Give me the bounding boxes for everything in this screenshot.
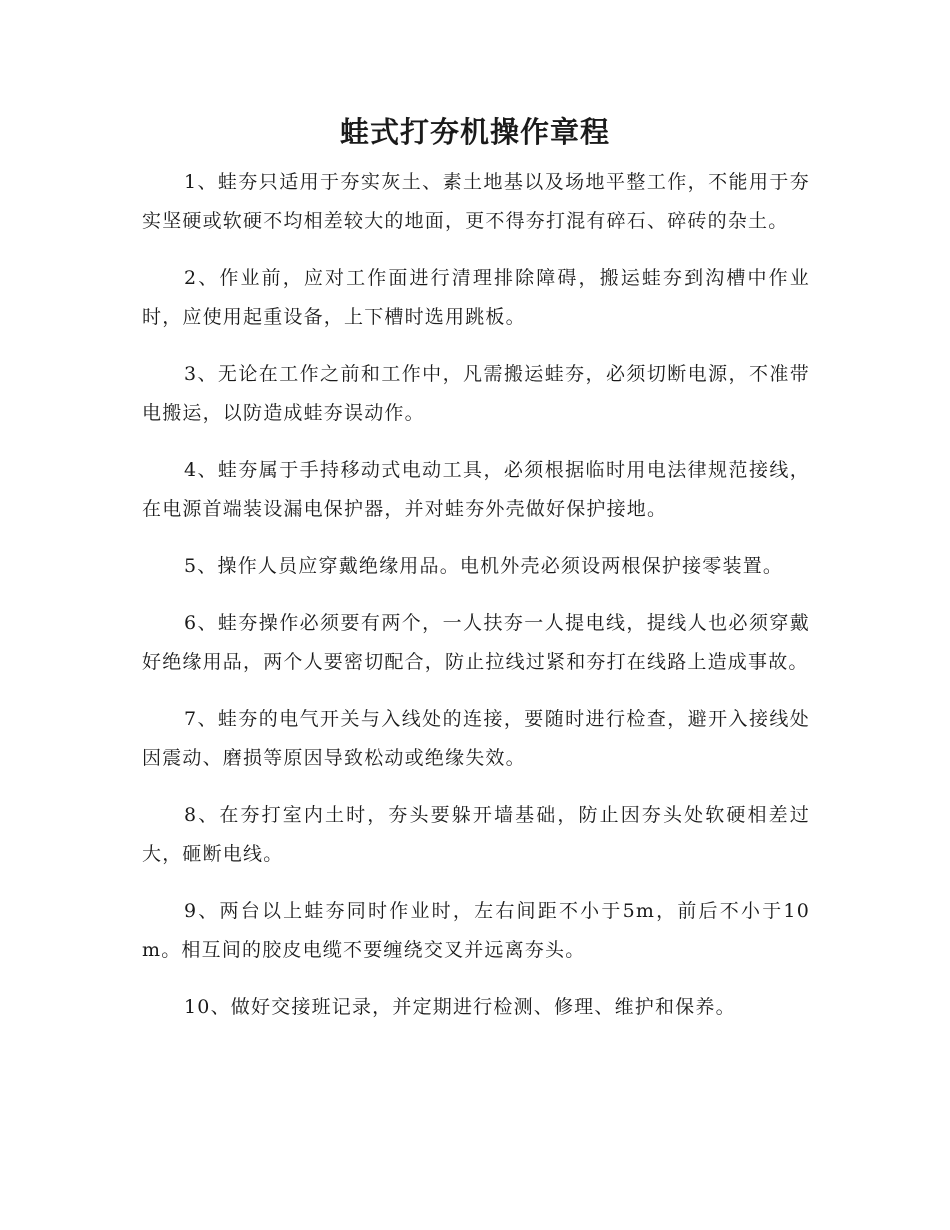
paragraph-9: 9、两台以上蛙夯同时作业时，左右间距不小于5m，前后不小于10m。相互间的胶皮电缆不要缠绕交叉并远离夯头。 [142,900,810,961]
document-body [142,163,810,1045]
paragraph-4: 4、蛙夯属于手持移动式电动工具，必须根据临时用电法律规范接线，在电源首端装设漏电保护器，并对蛙夯外壳做好保护接地。 [142,459,810,520]
paragraph-1: 1、蛙夯只适用于夯实灰土、素土地基以及场地平整工作，不能用于夯实坚硬或软硬不均相差较大的地面，更不得夯打混有碎石、碎砖的杂土。 [142,171,810,232]
paragraph-6: 6、蛙夯操作必须要有两个，一人扶夯一人提电线，提线人也必须穿戴好绝缘用品，两个人要密切配合，防止拉线过紧和夯打在线路上造成事故。 [142,612,810,673]
paragraph-2: 2、作业前，应对工作面进行清理排除障碍，搬运蛙夯到沟槽中作业时，应使用起重设备，上下槽时选用跳板。 [142,267,810,328]
paragraph-7: 7、蛙夯的电气开关与入线处的连接，要随时进行检查，避开入接线处因震动、磨损等原因导致松动或绝缘失效。 [142,708,810,769]
document-title: 蛙式打夯机操作章程 [339,115,610,149]
paragraph-3: 3、无论在工作之前和工作中，凡需搬运蛙夯，必须切断电源，不准带电搬运，以防造成蛙夯误动作。 [142,363,810,424]
paragraph-8: 8、在夯打室内土时，夯头要躲开墙基础，防止因夯头处软硬相差过大，砸断电线。 [142,804,810,865]
paragraph-10: 10、做好交接班记录，并定期进行检测、修理、维护和保养。 [184,996,736,1018]
paragraph-5: 5、操作人员应穿戴绝缘用品。电机外壳必须设两根保护接零装置。 [184,555,784,577]
